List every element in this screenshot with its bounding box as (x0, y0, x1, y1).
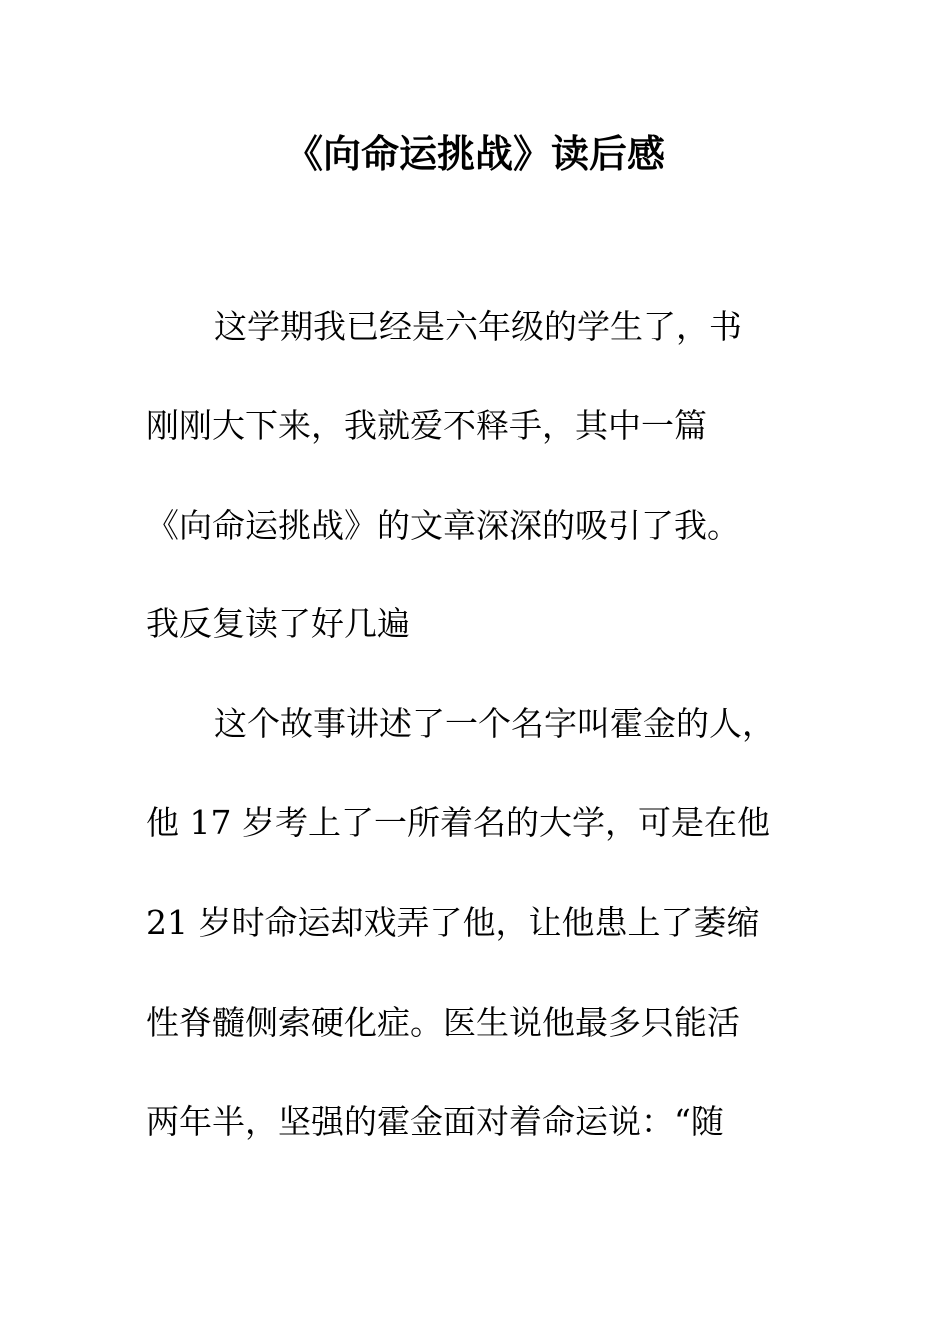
paragraph-2-line-1: 这个故事讲述了一个名字叫霍金的人， (214, 704, 775, 743)
document-title: 《向命运挑战》读后感 (284, 131, 665, 176)
paragraph-2-line-2: 他 17 岁考上了一所着名的大学，可是在他 (146, 803, 770, 842)
paragraph-2-line-3: 21 岁时命运却戏弄了他，让他患上了萎缩 (146, 903, 760, 942)
paragraph-1-line-1: 这学期我已经是六年级的学生了，书 (214, 307, 742, 346)
paragraph-1-line-4: 我反复读了好几遍 (146, 604, 410, 643)
paragraph-1-line-2: 刚刚大下来，我就爱不释手，其中一篇 (146, 406, 707, 445)
paragraph-1-line-3: 《向命运挑战》的文章深深的吸引了我。 (146, 506, 740, 545)
paragraph-2-line-5: 两年半，坚强的霍金面对着命运说：“随 (146, 1102, 724, 1141)
paragraph-2-line-4: 性脊髓侧索硬化症。医生说他最多只能活 (146, 1003, 740, 1042)
